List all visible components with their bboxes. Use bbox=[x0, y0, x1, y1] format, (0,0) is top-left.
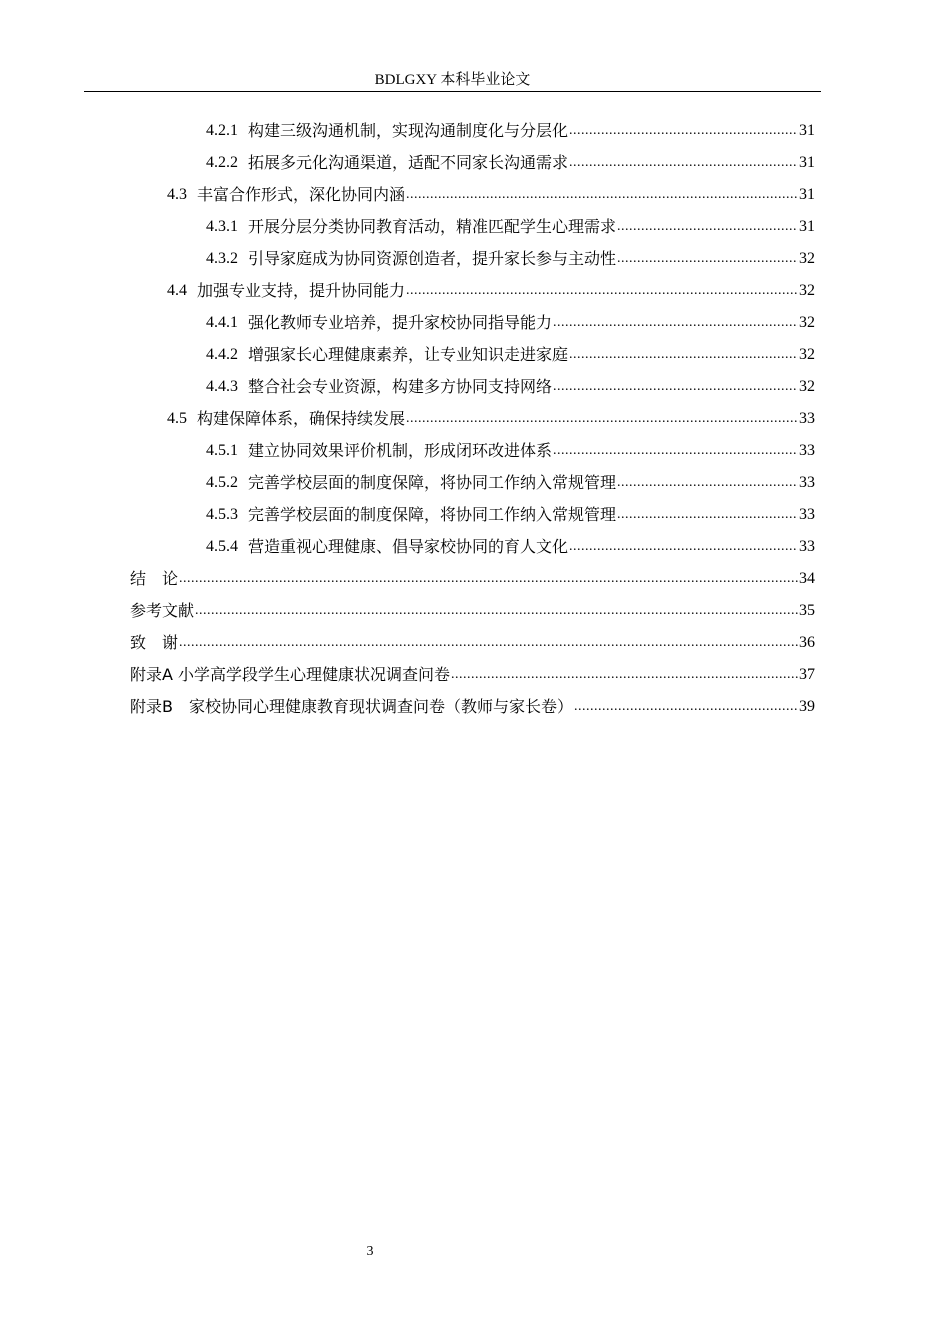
toc-entry-title: 建立协同效果评价机制，形成闭环改进体系 bbox=[248, 441, 553, 460]
toc-entry[interactable] bbox=[206, 339, 815, 371]
toc-entry-title: 构建三级沟通机制，实现沟通制度化与分层化 bbox=[248, 121, 569, 140]
toc-entry-title: 丰富合作形式，深化协同内涵 bbox=[197, 185, 406, 204]
toc-entry-number: 4.4.3 bbox=[206, 378, 238, 395]
toc-entry[interactable] bbox=[206, 371, 815, 403]
toc-entry-number: 4.5.4 bbox=[206, 538, 238, 555]
toc-entry-title: 结 论 bbox=[130, 569, 179, 588]
toc-leader-dots bbox=[569, 153, 798, 173]
toc-entry[interactable] bbox=[130, 627, 815, 659]
toc-entry[interactable] bbox=[206, 531, 815, 563]
toc-entry[interactable] bbox=[167, 403, 815, 435]
toc-leader-dots bbox=[179, 569, 798, 589]
toc-entry-title: 引导家庭成为协同资源创造者，提升家长参与主动性 bbox=[248, 249, 617, 268]
toc-leader-dots bbox=[179, 633, 798, 653]
toc-entry-page: 33 bbox=[799, 538, 815, 555]
toc-leader-dots bbox=[553, 313, 798, 333]
toc-entry-page: 31 bbox=[799, 186, 815, 203]
toc-entry-title: 附录B 家校协同心理健康教育现状调查问卷（教师与家长卷） bbox=[130, 697, 573, 716]
toc-leader-dots bbox=[406, 281, 798, 301]
toc-entry-title: 附录A 小学高学段学生心理健康状况调查问卷 bbox=[130, 665, 451, 684]
toc-entry-title: 营造重视心理健康、倡导家校协同的育人文化 bbox=[248, 537, 569, 556]
toc-entry-page: 34 bbox=[799, 570, 815, 587]
toc-leader-dots bbox=[451, 665, 798, 685]
toc-entry[interactable] bbox=[130, 659, 815, 691]
toc-entry-number: 4.2.2 bbox=[206, 154, 238, 171]
toc-entry[interactable] bbox=[206, 243, 815, 275]
toc-entry-page: 36 bbox=[799, 634, 815, 651]
toc-leader-dots bbox=[617, 249, 798, 269]
toc-entry-page: 31 bbox=[799, 218, 815, 235]
toc-entry-number: 4.3.1 bbox=[206, 218, 238, 235]
toc-entry-title: 加强专业支持，提升协同能力 bbox=[197, 281, 406, 300]
toc-entry-page: 33 bbox=[799, 474, 815, 491]
toc-entry-title: 完善学校层面的制度保障，将协同工作纳入常规管理 bbox=[248, 505, 617, 524]
toc-entry-page: 32 bbox=[799, 378, 815, 395]
toc-entry-page: 33 bbox=[799, 410, 815, 427]
toc-entry[interactable] bbox=[130, 595, 815, 627]
page-number: 3 bbox=[366, 1244, 374, 1259]
toc-leader-dots bbox=[553, 441, 798, 461]
toc-entry-page: 33 bbox=[799, 442, 815, 459]
toc-leader-dots bbox=[617, 217, 798, 237]
toc-entry-page: 32 bbox=[799, 346, 815, 363]
toc-entry-page: 32 bbox=[799, 250, 815, 267]
toc-entry[interactable] bbox=[206, 115, 815, 147]
toc-entry-number: 4.4.2 bbox=[206, 346, 238, 363]
toc-entry-number: 4.2.1 bbox=[206, 122, 238, 139]
toc-leader-dots bbox=[406, 185, 798, 205]
toc-entry-page: 31 bbox=[799, 154, 815, 171]
toc-leader-dots bbox=[617, 505, 798, 525]
toc-entry[interactable] bbox=[206, 211, 815, 243]
toc-entry[interactable] bbox=[206, 435, 815, 467]
toc-leader-dots bbox=[569, 537, 798, 557]
toc-entry-number: 4.3 bbox=[167, 186, 187, 203]
toc-entry-title: 构建保障体系，确保持续发展 bbox=[197, 409, 406, 428]
toc-entry[interactable] bbox=[167, 275, 815, 307]
toc-leader-dots bbox=[195, 601, 798, 621]
toc-leader-dots bbox=[569, 345, 798, 365]
toc-entry[interactable] bbox=[130, 691, 815, 723]
toc-entry-title: 拓展多元化沟通渠道，适配不同家长沟通需求 bbox=[248, 153, 569, 172]
toc-leader-dots bbox=[406, 409, 798, 429]
toc-entry-number: 4.5.1 bbox=[206, 442, 238, 459]
toc-entry-number: 4.5.2 bbox=[206, 474, 238, 491]
toc-entry-number: 4.4 bbox=[167, 282, 187, 299]
toc-entry-number: 4.5.3 bbox=[206, 506, 238, 523]
toc-leader-dots bbox=[574, 697, 798, 717]
toc-entry[interactable] bbox=[206, 147, 815, 179]
toc-entry-number: 4.5 bbox=[167, 410, 187, 427]
toc-entry-title: 完善学校层面的制度保障，将协同工作纳入常规管理 bbox=[248, 473, 617, 492]
toc-entry-page: 31 bbox=[799, 122, 815, 139]
toc-entry-title: 增强家长心理健康素养，让专业知识走进家庭 bbox=[248, 345, 569, 364]
toc-entry-page: 35 bbox=[799, 602, 815, 619]
toc-entry-number: 4.4.1 bbox=[206, 314, 238, 331]
toc-entry-title: 整合社会专业资源，构建多方协同支持网络 bbox=[248, 377, 553, 396]
toc-entry[interactable] bbox=[206, 307, 815, 339]
toc-entry[interactable] bbox=[130, 563, 815, 595]
toc-entry-number: 4.3.2 bbox=[206, 250, 238, 267]
toc-entry[interactable] bbox=[206, 499, 815, 531]
toc-leader-dots bbox=[569, 121, 798, 141]
toc-entry-title: 致 谢 bbox=[130, 633, 179, 652]
page-header: BDLGXY 本科毕业论文 bbox=[374, 72, 531, 88]
toc-entry-title: 开展分层分类协同教育活动，精准匹配学生心理需求 bbox=[248, 217, 617, 236]
toc-entry-page: 33 bbox=[799, 506, 815, 523]
header-rule bbox=[84, 91, 821, 92]
toc-leader-dots bbox=[617, 473, 798, 493]
toc-leader-dots bbox=[553, 377, 798, 397]
toc-entry-page: 37 bbox=[799, 666, 815, 683]
toc-entry[interactable] bbox=[167, 179, 815, 211]
toc-entry[interactable] bbox=[206, 467, 815, 499]
toc-entry-page: 39 bbox=[799, 698, 815, 715]
toc-entry-title: 参考文献 bbox=[130, 601, 195, 620]
toc-entry-page: 32 bbox=[799, 314, 815, 331]
toc-entry-page: 32 bbox=[799, 282, 815, 299]
toc-entry-title: 强化教师专业培养，提升家校协同指导能力 bbox=[248, 313, 553, 332]
